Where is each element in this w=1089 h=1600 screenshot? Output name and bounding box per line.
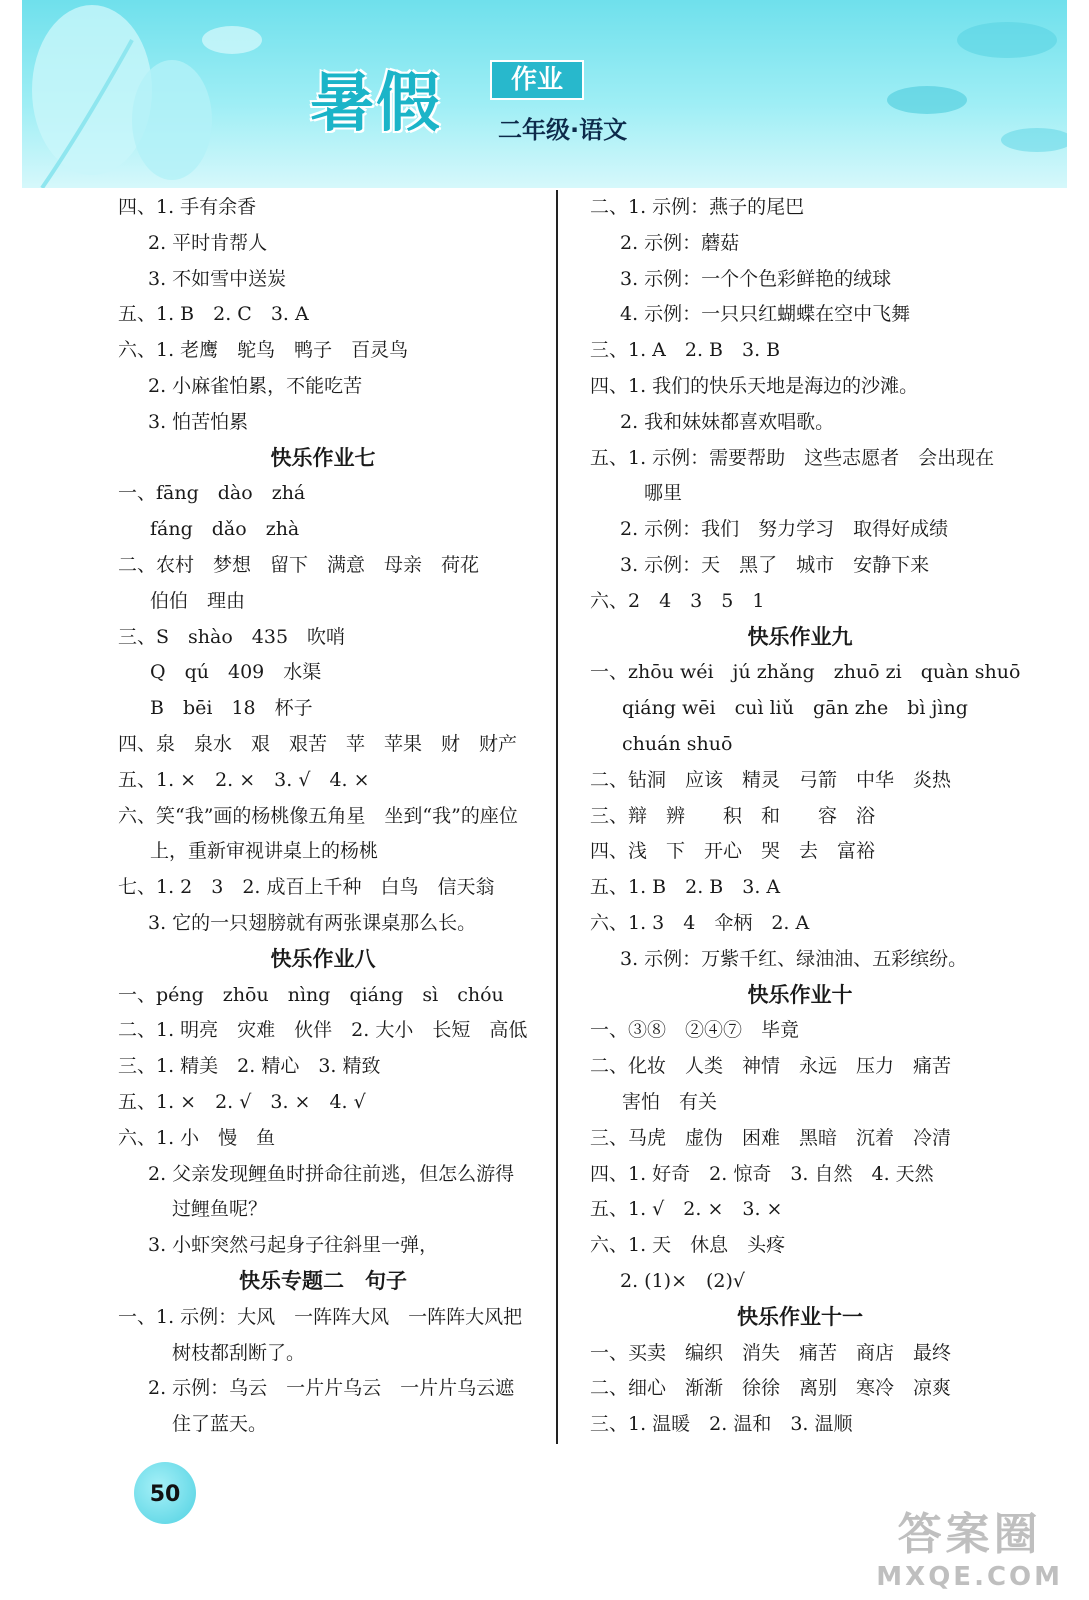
left-answer-column: [118, 190, 548, 1443]
answer-line: 六、1. 3 4 伞柄 2. A: [590, 911, 810, 934]
answer-line: 住了蓝天。: [172, 1413, 268, 1436]
answer-line: 三、辩 辨 积 和 容 浴: [590, 804, 876, 827]
answer-line: 四、1. 手有余香: [118, 196, 257, 218]
answer-line: 四、泉 泉水 艰 艰苦 苹 苹果 财 财产: [118, 732, 518, 755]
answer-line: 2. 平时肯帮人: [148, 231, 268, 254]
banner-title: 暑假: [310, 67, 442, 141]
banner-badge: 作业: [490, 60, 584, 100]
answer-line: 一、péng zhōu nìng qiáng sì chóu: [118, 983, 504, 1006]
answer-line: 三、S shào 435 吹哨: [118, 625, 346, 648]
section-heading: 快乐作业十一: [737, 1304, 863, 1329]
answer-line: 3. 示例：一个个色彩鲜艳的绒球: [620, 267, 892, 290]
answer-line: 一、1. 示例：大风 一阵阵大风 一阵阵大风把: [118, 1305, 523, 1328]
header-banner: [22, 0, 1067, 188]
answer-line: 四、1. 好奇 2. 惊奇 3. 自然 4. 天然: [590, 1162, 934, 1185]
answer-line: 3. 示例：天 黑了 城市 安静下来: [620, 553, 930, 576]
answer-line: 2. 父亲发现鲤鱼时拼命往前逃，但怎么游得: [148, 1162, 515, 1185]
answer-line: 3. 怕苦怕累: [148, 410, 249, 433]
answer-line: 五、1. B 2. C 3. A: [118, 303, 309, 326]
watermark-logo-text: 答案圈: [897, 1509, 1042, 1560]
answer-line: 六、2 4 3 5 1: [590, 589, 765, 612]
answer-line: 二、化妆 人类 神情 永远 压力 痛苦: [590, 1055, 952, 1078]
section-heading: 快乐专题二 句子: [239, 1268, 407, 1293]
lily-pad-illustration: [707, 0, 1067, 188]
answer-line: 三、1. 温暖 2. 温和 3. 温顺: [590, 1413, 853, 1436]
lotus-illustration: [22, 0, 322, 188]
answer-line: 上，重新审视讲桌上的杨桃: [150, 840, 379, 863]
banner-subtitle: 二年级·语文: [498, 116, 628, 144]
answer-line: 2. 示例：蘑菇: [620, 231, 740, 254]
section-heading: 快乐作业十: [747, 982, 853, 1007]
answer-line: 3. 小虾突然弓起身子往斜里一弹，: [148, 1234, 439, 1257]
section-heading: 快乐作业八: [270, 946, 376, 971]
page-number: 50: [134, 1462, 196, 1524]
answer-line: 2. 示例：我们 努力学习 取得好成绩: [620, 518, 949, 541]
answer-line: 三、1. 精美 2. 精心 3. 精致: [118, 1055, 381, 1078]
answer-line: 一、③⑧ ②④⑦ 毕竟: [590, 1019, 800, 1042]
answer-line: 二、农村 梦想 留下 满意 母亲 荷花: [118, 553, 480, 576]
answer-line: 二、钻洞 应该 精灵 弓箭 中华 炎热: [590, 768, 952, 791]
answer-line: B bēi 18 杯子: [150, 697, 313, 720]
answer-line: 五、1. 示例：需要帮助 这些志愿者 会出现在: [590, 446, 995, 469]
answer-line: 4. 示例：一只只红蝴蝶在空中飞舞: [620, 303, 911, 326]
answer-line: 2. 小麻雀怕累，不能吃苦: [148, 374, 363, 397]
answer-line: 过鲤鱼呢？: [172, 1198, 268, 1221]
answer-line: 害怕 有关: [622, 1090, 718, 1113]
answer-line: Q qú 409 水渠: [150, 661, 322, 684]
column-divider: [556, 190, 558, 1444]
answer-line: 六、笑“我”画的杨桃像五角星 坐到“我”的座位: [118, 804, 518, 827]
answer-line: 3. 示例：万紫千红、绿油油、五彩缤纷。: [620, 947, 968, 970]
answer-line: 一、zhōu wéi jú zhǎng zhuō zi quàn shuō: [590, 661, 1021, 684]
answer-line: chuán shuō: [622, 732, 733, 755]
answer-line: 一、fāng dào zhá: [118, 482, 306, 505]
answer-line: 六、1. 小 慢 鱼: [118, 1126, 276, 1149]
answer-line: 伯伯 理由: [150, 589, 246, 612]
answer-line: 四、浅 下 开心 哭 去 富裕: [590, 840, 876, 863]
watermark: [876, 1498, 1063, 1592]
answer-line: 2. 我和妹妹都喜欢唱歌。: [620, 410, 835, 433]
answer-line: 五、1. × 2. √ 3. × 4. √: [118, 1090, 366, 1113]
answer-line: 三、1. A 2. B 3. B: [590, 339, 781, 362]
answer-line: 四、1. 我们的快乐天地是海边的沙滩。: [590, 374, 919, 397]
answer-line: 七、1. 2 3 2. 成百上千种 白鸟 信天翁: [118, 876, 495, 899]
answer-line: 六、1. 天 休息 头疼: [590, 1234, 786, 1257]
answer-line: 哪里: [644, 482, 683, 505]
answer-line: 二、1. 示例：燕子的尾巴: [590, 196, 805, 218]
answer-line: 三、马虎 虚伪 困难 黑暗 沉着 冷清: [590, 1126, 952, 1149]
answer-line: 一、买卖 编织 消失 痛苦 商店 最终: [590, 1341, 952, 1364]
answer-line: 3. 它的一只翅膀就有两张课桌那么长。: [148, 911, 477, 934]
answer-line: 二、1. 明亮 灾难 伙伴 2. 大小 长短 高低: [118, 1019, 528, 1042]
section-heading: 快乐作业七: [270, 445, 376, 470]
answer-line: qiáng wēi cuì liǔ gān zhe bì jìng: [622, 697, 968, 720]
answer-line: 五、1. × 2. × 3. √ 4. ×: [118, 768, 370, 791]
answer-line: 六、1. 老鹰 鸵鸟 鸭子 百灵鸟: [118, 339, 409, 362]
answer-line: 2. 示例：乌云 一片片乌云 一片片乌云遮: [148, 1377, 515, 1400]
watermark-url: MXQE.COM: [876, 1562, 1063, 1592]
answer-line: 树枝都刮断了。: [172, 1341, 306, 1364]
answer-line: fáng dǎo zhà: [150, 518, 300, 541]
right-answer-column: [590, 190, 1030, 1443]
answer-line: 2. (1)× (2)√: [620, 1269, 746, 1292]
answer-line: 五、1. √ 2. × 3. ×: [590, 1198, 783, 1221]
answer-line: 五、1. B 2. B 3. A: [590, 876, 781, 899]
section-heading: 快乐作业九: [747, 624, 853, 649]
answer-line: 3. 不如雪中送炭: [148, 267, 287, 290]
answer-line: 二、细心 渐渐 徐徐 离别 寒冷 凉爽: [590, 1377, 952, 1400]
